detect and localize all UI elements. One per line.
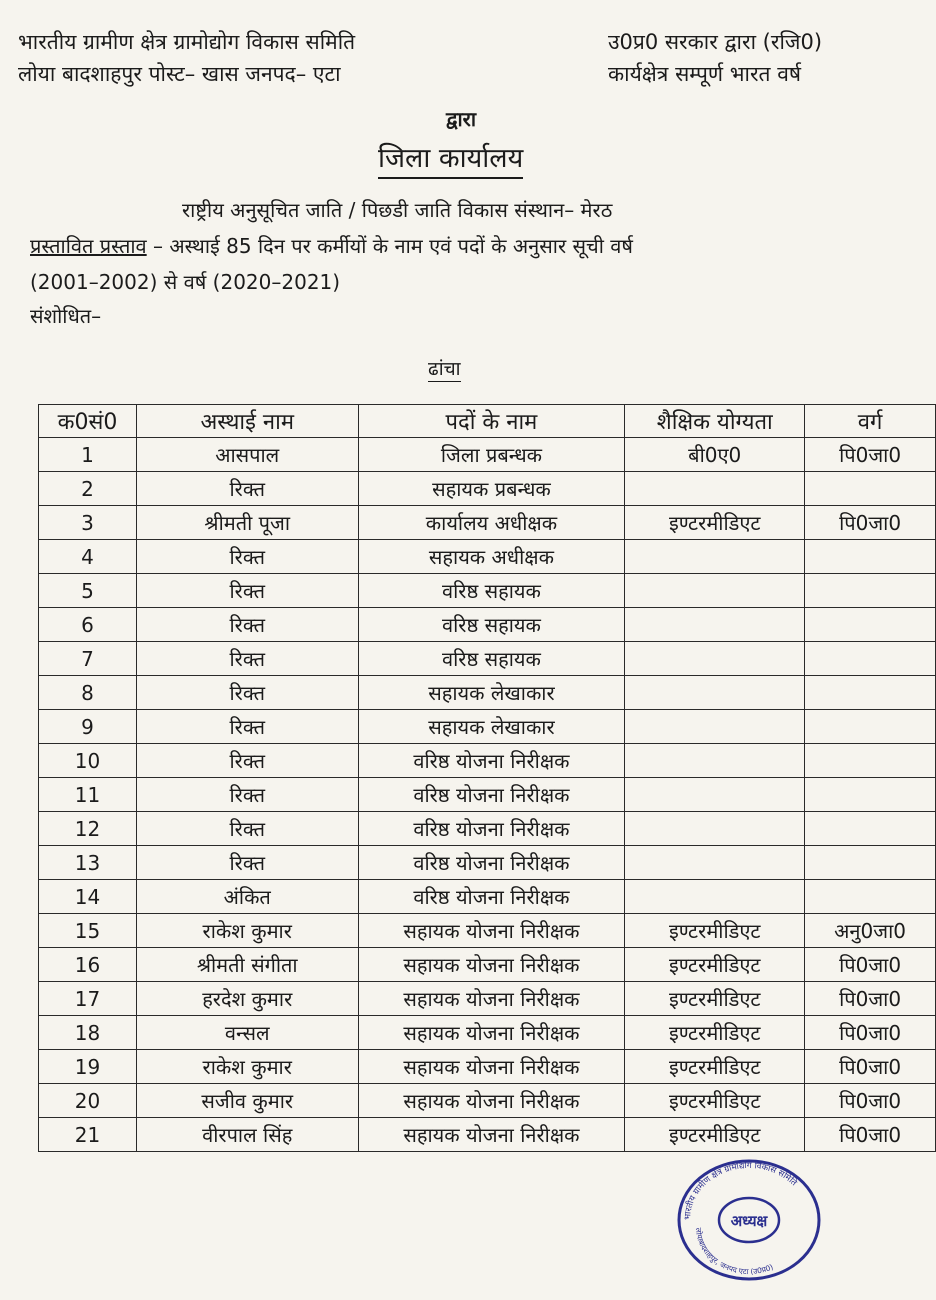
name-cell: रिक्त <box>136 574 358 608</box>
post-cell: सहायक योजना निरीक्षक <box>358 948 625 982</box>
name-cell: राकेश कुमार <box>136 914 358 948</box>
qualification-cell: इण्टरमीडिएट <box>625 948 805 982</box>
table-row <box>39 642 936 676</box>
category-cell: अनु0जा0 <box>805 914 936 948</box>
by-label: द्वारा <box>446 107 477 131</box>
serial-cell: 18 <box>39 1016 137 1050</box>
post-cell: सहायक लेखाकार <box>358 710 625 744</box>
table-row <box>39 1118 936 1152</box>
qualification-cell: इण्टरमीडिएट <box>625 914 805 948</box>
category-cell: पि0जा0 <box>805 948 936 982</box>
serial-cell: 19 <box>39 1050 137 1084</box>
category-cell <box>805 540 936 574</box>
post-cell: वरिष्ठ योजना निरीक्षक <box>358 778 625 812</box>
category-cell <box>805 846 936 880</box>
serial-cell: 1 <box>39 438 137 472</box>
name-cell: रिक्त <box>136 846 358 880</box>
serial-cell: 10 <box>39 744 137 778</box>
table-row <box>39 608 936 642</box>
serial-cell: 6 <box>39 608 137 642</box>
category-cell: पि0जा0 <box>805 982 936 1016</box>
serial-cell: 20 <box>39 1084 137 1118</box>
category-cell <box>805 574 936 608</box>
proposal-years: (2001–2002) से वर्ष (2020–2021) <box>30 270 341 294</box>
seal-center-text: अध्यक्ष <box>730 1212 768 1230</box>
name-cell: रिक्त <box>136 642 358 676</box>
table-row <box>39 438 936 472</box>
staff-table <box>38 404 936 1152</box>
table-row <box>39 982 936 1016</box>
category-cell: पि0जा0 <box>805 1118 936 1152</box>
structure-label: ढांचा <box>428 355 461 382</box>
post-cell: वरिष्ठ योजना निरीक्षक <box>358 880 625 914</box>
category-cell <box>805 710 936 744</box>
name-cell: रिक्त <box>136 744 358 778</box>
post-cell: वरिष्ठ योजना निरीक्षक <box>358 846 625 880</box>
post-cell: कार्यालय अधीक्षक <box>358 506 625 540</box>
qualification-cell <box>625 540 805 574</box>
name-cell: रिक्त <box>136 676 358 710</box>
post-cell: सहायक योजना निरीक्षक <box>358 1016 625 1050</box>
name-cell: रिक्त <box>136 778 358 812</box>
name-cell: श्रीमती पूजा <box>136 506 358 540</box>
revised-label: संशोधित– <box>30 304 102 328</box>
qualification-cell <box>625 472 805 506</box>
category-cell <box>805 744 936 778</box>
office-title: जिला कार्यालय <box>378 138 523 179</box>
serial-cell: 14 <box>39 880 137 914</box>
post-cell: सहायक योजना निरीक्षक <box>358 1084 625 1118</box>
work-area-note: कार्यक्षेत्र सम्पूर्ण भारत वर्ष <box>608 62 802 86</box>
category-cell <box>805 778 936 812</box>
post-cell: वरिष्ठ योजना निरीक्षक <box>358 744 625 778</box>
table-row <box>39 812 936 846</box>
serial-cell: 2 <box>39 472 137 506</box>
name-cell: वन्सल <box>136 1016 358 1050</box>
post-cell: सहायक योजना निरीक्षक <box>358 982 625 1016</box>
post-cell: सहायक योजना निरीक्षक <box>358 1050 625 1084</box>
qualification-cell <box>625 676 805 710</box>
serial-cell: 3 <box>39 506 137 540</box>
category-cell: पि0जा0 <box>805 1016 936 1050</box>
table-row <box>39 744 936 778</box>
serial-cell: 8 <box>39 676 137 710</box>
name-cell: रिक्त <box>136 608 358 642</box>
table-row <box>39 506 936 540</box>
post-cell: वरिष्ठ सहायक <box>358 574 625 608</box>
name-cell: अंकित <box>136 880 358 914</box>
category-cell <box>805 812 936 846</box>
qualification-cell <box>625 812 805 846</box>
org-name: भारतीय ग्रामीण क्षेत्र ग्रामोद्योग विकास समिति <box>18 30 356 54</box>
category-cell: पि0जा0 <box>805 438 936 472</box>
serial-cell: 21 <box>39 1118 137 1152</box>
institute-line: राष्ट्रीय अनुसूचित जाति / पिछडी जाति विकास संस्थान– मेरठ <box>182 198 613 222</box>
proposal-line <box>30 232 633 259</box>
name-cell: रिक्त <box>136 812 358 846</box>
org-address: लोया बादशाहपुर पोस्ट– खास जनपद– एटा <box>18 62 341 86</box>
qualification-cell <box>625 574 805 608</box>
table-body <box>39 438 936 1152</box>
post-cell: सहायक योजना निरीक्षक <box>358 914 625 948</box>
name-cell: रिक्त <box>136 472 358 506</box>
table-row <box>39 574 936 608</box>
table-row <box>39 1016 936 1050</box>
post-cell: सहायक प्रबन्धक <box>358 472 625 506</box>
table-row <box>39 710 936 744</box>
name-cell: आसपाल <box>136 438 358 472</box>
col-qualification: शैक्षिक योग्यता <box>625 405 805 438</box>
qualification-cell: इण्टरमीडिएट <box>625 1050 805 1084</box>
proposal-text: – अस्थाई 85 दिन पर कर्मीयों के नाम एवं पदों के अनुसार सूची वर्ष <box>146 234 633 258</box>
qualification-cell <box>625 608 805 642</box>
qualification-cell: इण्टरमीडिएट <box>625 1084 805 1118</box>
col-post: पदों के नाम <box>358 405 625 438</box>
qualification-cell <box>625 778 805 812</box>
category-cell <box>805 676 936 710</box>
post-cell: वरिष्ठ सहायक <box>358 608 625 642</box>
qualification-cell: इण्टरमीडिएट <box>625 1118 805 1152</box>
seal-stamp <box>676 1158 822 1282</box>
name-cell: हरदेश कुमार <box>136 982 358 1016</box>
qualification-cell: बी0ए0 <box>625 438 805 472</box>
col-serial: क0सं0 <box>39 405 137 438</box>
category-cell <box>805 642 936 676</box>
qualification-cell <box>625 642 805 676</box>
name-cell: श्रीमती संगीता <box>136 948 358 982</box>
post-cell: सहायक अधीक्षक <box>358 540 625 574</box>
table-row <box>39 1050 936 1084</box>
name-cell: वीरपाल सिंह <box>136 1118 358 1152</box>
serial-cell: 5 <box>39 574 137 608</box>
serial-cell: 4 <box>39 540 137 574</box>
seal-ring-text: भारतीय ग्रामीण क्षेत्र ग्रामोद्योग विकास समिति <box>682 1160 799 1221</box>
registration-note: उ0प्र0 सरकार द्वारा (रजि0) <box>608 30 823 54</box>
qualification-cell <box>625 710 805 744</box>
qualification-cell: इण्टरमीडिएट <box>625 506 805 540</box>
serial-cell: 11 <box>39 778 137 812</box>
table-row <box>39 676 936 710</box>
qualification-cell <box>625 846 805 880</box>
qualification-cell: इण्टरमीडिएट <box>625 982 805 1016</box>
serial-cell: 15 <box>39 914 137 948</box>
qualification-cell <box>625 744 805 778</box>
proposal-label: प्रस्तावित प्रस्ताव <box>30 234 147 258</box>
post-cell: वरिष्ठ सहायक <box>358 642 625 676</box>
qualification-cell <box>625 880 805 914</box>
category-cell <box>805 608 936 642</box>
table-row <box>39 880 936 914</box>
serial-cell: 13 <box>39 846 137 880</box>
table-row <box>39 846 936 880</box>
category-cell: पि0जा0 <box>805 506 936 540</box>
table-row <box>39 540 936 574</box>
category-cell: पि0जा0 <box>805 1050 936 1084</box>
post-cell: सहायक योजना निरीक्षक <box>358 1118 625 1152</box>
col-name: अस्थाई नाम <box>136 405 358 438</box>
serial-cell: 17 <box>39 982 137 1016</box>
post-cell: जिला प्रबन्धक <box>358 438 625 472</box>
post-cell: वरिष्ठ योजना निरीक्षक <box>358 812 625 846</box>
serial-cell: 7 <box>39 642 137 676</box>
serial-cell: 9 <box>39 710 137 744</box>
name-cell: रिक्त <box>136 540 358 574</box>
table-row <box>39 948 936 982</box>
category-cell <box>805 880 936 914</box>
table-row <box>39 914 936 948</box>
seal-bottom-text: लोयाबादशाहपुर, जनपद एटा (उ0प्र0) <box>693 1227 775 1277</box>
table-row <box>39 472 936 506</box>
col-category: वर्ग <box>805 405 936 438</box>
category-cell <box>805 472 936 506</box>
name-cell: रिक्त <box>136 710 358 744</box>
table-row <box>39 1084 936 1118</box>
qualification-cell: इण्टरमीडिएट <box>625 1016 805 1050</box>
category-cell: पि0जा0 <box>805 1084 936 1118</box>
table-header-row <box>39 405 936 438</box>
table-row <box>39 778 936 812</box>
serial-cell: 12 <box>39 812 137 846</box>
post-cell: सहायक लेखाकार <box>358 676 625 710</box>
serial-cell: 16 <box>39 948 137 982</box>
name-cell: सजीव कुमार <box>136 1084 358 1118</box>
name-cell: राकेश कुमार <box>136 1050 358 1084</box>
